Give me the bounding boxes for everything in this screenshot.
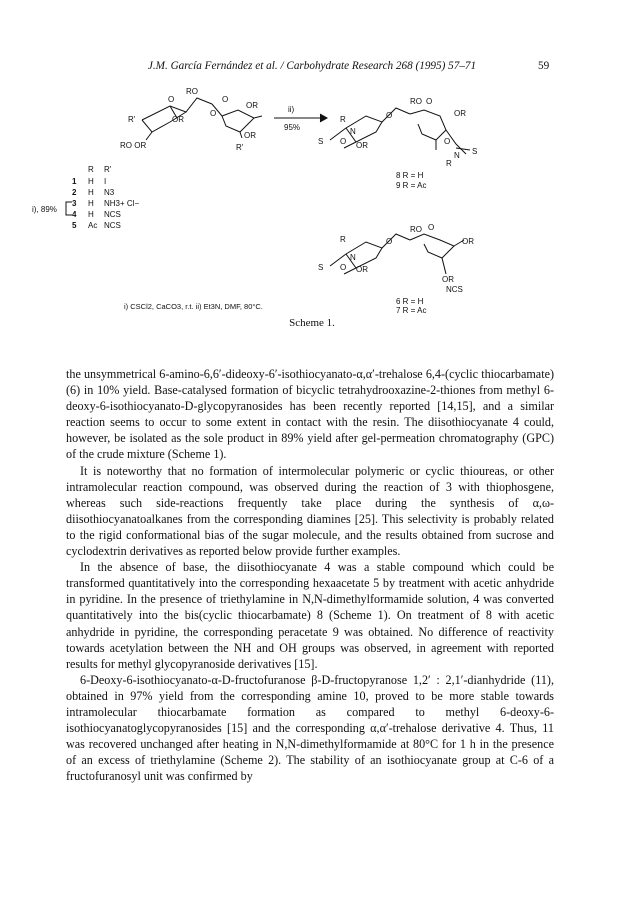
label-r-right: R bbox=[340, 115, 346, 124]
label-o-low-a: O bbox=[340, 263, 347, 272]
row-num: 4 bbox=[72, 210, 77, 219]
label-or-right-b: OR bbox=[454, 109, 466, 118]
label-o-low-c: O bbox=[428, 223, 435, 232]
compound-label: 6 R = H bbox=[396, 297, 424, 306]
row-num: 1 bbox=[72, 177, 77, 186]
row-r: Ac bbox=[88, 221, 98, 230]
label-ro-or-bottom: RO OR bbox=[120, 141, 147, 150]
label-n-right: N bbox=[350, 127, 356, 136]
label-o-ring1: O bbox=[168, 95, 175, 104]
row-r: H bbox=[88, 188, 94, 197]
compound-table bbox=[32, 165, 139, 230]
paragraph: In the absence of base, the diisothiocyanate 4 was a stable compound which could be transformed quantitatively into the corresponding hexaacetate 5 by treatment with acetic anhydride in pyridine. In the presence of triethylamine in N,N-dimethylformamide solution, 4 was converted quantitatively into the bis(cyclic thiocarbamate) 8 (Scheme 1). On treatment of 8 with acetic anhydride in pyridine, the corresponding peracetate 9 was obtained. No difference of reactivity towards acetylation between the NH and OH groups was observed, in agreement with reported results for methyl glycopyranoside derivatives [15]. bbox=[66, 560, 554, 671]
bracket-label: i), 89% bbox=[32, 205, 57, 214]
paragraph: It is noteworthy that no formation of intermolecular polymeric or cyclic thioureas, or other intramolecular reaction compound, was observed during the reaction of 3 with thiophosgene, whereas such side-reactions frequently take place during the synthesis of α,ω-diisothiocyanatoalkanes from the corresponding diamines [25]. This selectivity is probably related to the rigid conformational bias of the sugar molecule, and the results obtained from sucrose and cyclodextrin derivatives as reported below provide further examples. bbox=[66, 463, 554, 559]
label-o-right-b: O bbox=[386, 111, 393, 120]
row-rp: NCS bbox=[104, 210, 121, 219]
running-title: J.M. García Fernández et al. / Carbohydrate Research 268 (1995) 57–71 bbox=[147, 60, 477, 72]
label-r-prime-left: R' bbox=[128, 115, 136, 124]
row-rp: I bbox=[104, 177, 107, 186]
paragraph: the unsymmetrical 6-amino-6,6′-dideoxy-6′-isothiocyanato-α,α′-trehalose 6,4-(cyclic thiocarbamate) (6) in 10% yield. Base-catalysed formation of bicyclic tetrahydrooxazine-2-thiones from methyl 6-deoxy-6-isothiocyanato-D-glycopyranosides has been recently reported [14,15], and a similar reaction seems to occur to some extent in contact with the resin. The diisothiocyanate 4 could, however, be isolated as the sole product in 89% yield after gel-permeation chromatography (GPC) of the crude mixture (Scheme 1). bbox=[66, 367, 554, 462]
scheme-caption: Scheme 1. bbox=[289, 317, 335, 329]
row-num: 2 bbox=[72, 188, 77, 197]
label-n-right-b: N bbox=[454, 151, 460, 160]
row-rp: NCS bbox=[104, 221, 121, 230]
arrow-yield-label: 95% bbox=[284, 123, 301, 132]
label-r-prime-low: R' bbox=[236, 143, 244, 152]
body-text bbox=[66, 366, 554, 784]
label-or-ring1: OR bbox=[172, 115, 184, 124]
row-rp: N3 bbox=[104, 188, 115, 197]
scheme-1-figure bbox=[0, 80, 624, 315]
label-or-low-c: OR bbox=[442, 275, 454, 284]
row-r: H bbox=[88, 210, 94, 219]
label-o-ring2: O bbox=[222, 95, 229, 104]
label-ncs-low: NCS bbox=[446, 285, 463, 294]
compound-label: 8 R = H bbox=[396, 171, 424, 180]
row-r: H bbox=[88, 177, 94, 186]
row-num: 5 bbox=[72, 221, 77, 230]
label-or-low-a: OR bbox=[356, 265, 368, 274]
label-r-low: R bbox=[340, 235, 346, 244]
label-o-right-c: O bbox=[426, 97, 433, 106]
label-o-right-a: O bbox=[340, 137, 347, 146]
label-or-ring2-low: OR bbox=[244, 131, 256, 140]
running-header bbox=[0, 60, 624, 76]
label-o-right-d: O bbox=[444, 137, 451, 146]
label-r-right-b: R bbox=[446, 159, 452, 168]
label-ro-top-right: RO bbox=[410, 97, 422, 106]
arrow-step-label: ii) bbox=[288, 105, 295, 114]
label-or-right-a: OR bbox=[356, 141, 368, 150]
label-ro-low: RO bbox=[410, 225, 422, 234]
label-s-low: S bbox=[318, 263, 324, 272]
compound-label: 7 R = Ac bbox=[396, 306, 427, 315]
conditions-footnote: i) CSCl2, CaCO3, r.t. ii) Et3N, DMF, 80°C. bbox=[124, 302, 263, 311]
row-r: H bbox=[88, 199, 94, 208]
compound-label: 9 R = Ac bbox=[396, 181, 427, 190]
label-n-low: N bbox=[350, 253, 356, 262]
label-or-ring2: OR bbox=[246, 101, 258, 110]
label-s-right-b: S bbox=[472, 147, 478, 156]
label-o-low-b: O bbox=[386, 237, 393, 246]
table-head-r: R bbox=[88, 165, 94, 174]
row-num: 3 bbox=[72, 199, 77, 208]
label-or-low-b: OR bbox=[462, 237, 474, 246]
table-head-rp: R' bbox=[104, 165, 112, 174]
page-number: 59 bbox=[538, 60, 550, 72]
label-ro-top-left: RO bbox=[186, 87, 198, 96]
label-o-link: O bbox=[210, 109, 217, 118]
label-s-right: S bbox=[318, 137, 324, 146]
row-rp: NH3+ Cl− bbox=[104, 199, 140, 208]
paragraph: 6-Deoxy-6-isothiocyanato-α-D-fructofuranose β-D-fructopyranose 1,2′ : 2,1′-dianhydride (11), obtained in 97% yield from the corresponding amine 10, proved to be more stable towards intramolecular thiocarbamate formation as compared to methyl 6-deoxy-6-isothiocyanatoglycopyranosides [15] and the corresponding α,α′-trehalose derivative 4. Thus, 11 was recovered unchanged after heating in N,N-dimethylformamide at 80°C for 1 h in the presence of an excess of triethylamine (Scheme 2). The stability of an isothiocyanate group at C-6 of a fructofuranosyl unit was confirmed by bbox=[66, 672, 554, 784]
